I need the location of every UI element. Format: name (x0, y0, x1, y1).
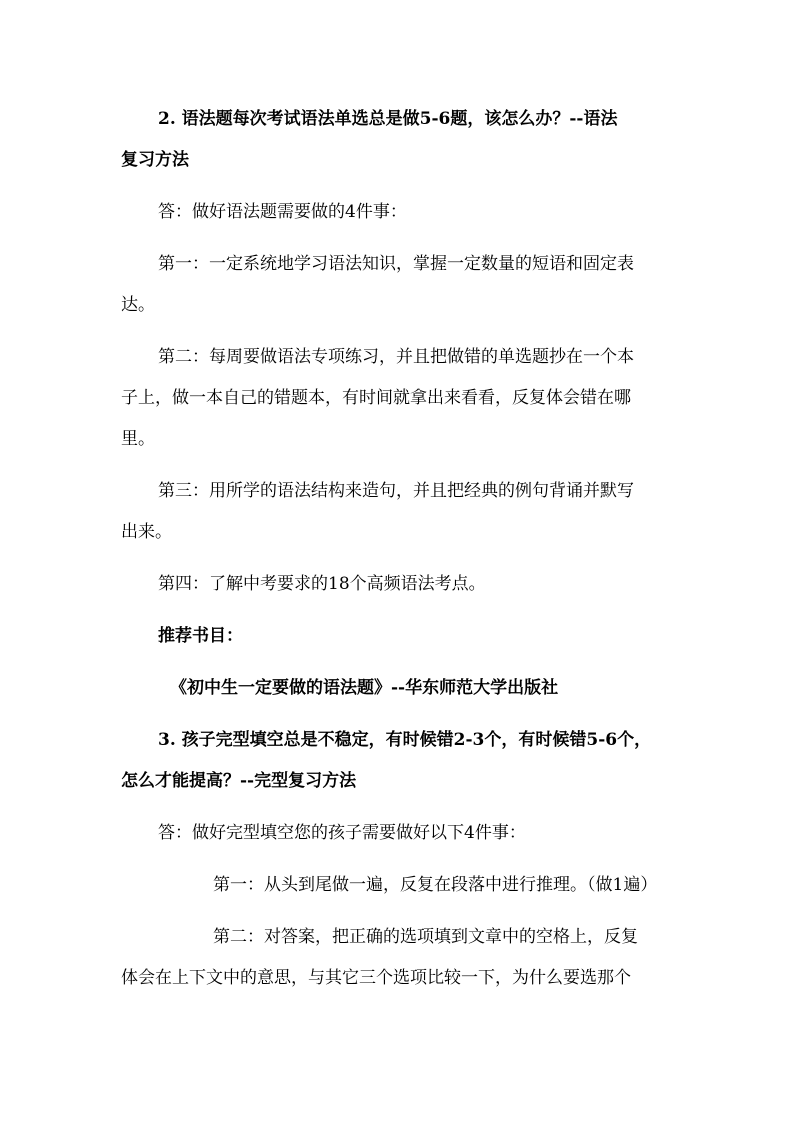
q2-item3-line1: 第三：用所学的语法结构来造句，并且把经典的例句背诵并默写 (158, 481, 634, 501)
q2-item2-line3: 里。 (121, 429, 155, 449)
q2-item2-line2: 子上，做一本自己的错题本，有时间就拿出来看看，反复体会错在哪 (121, 388, 631, 408)
q3-item2-line1: 第二：对答案，把正确的选项填到文章中的空格上，反复 (213, 927, 638, 947)
recommend-heading: 推荐书目： (158, 626, 243, 646)
q3-item1: 第一：从头到尾做一遍，反复在段落中进行推理。（做1遍） (213, 875, 658, 895)
q2-item1-line2: 达。 (121, 295, 155, 315)
q3-title-line1: 3. 孩子完型填空总是不稳定，有时候错2-3个，有时候错5-6个， (158, 730, 652, 750)
q2-item1-line1: 第一：一定系统地学习语法知识，掌握一定数量的短语和固定表 (158, 254, 634, 274)
q3-item2-line2: 体会在上下文中的意思，与其它三个选项比较一下，为什么要选那个 (121, 968, 631, 988)
q3-answer-intro: 答：做好完型填空您的孩子需要做好以下4件事： (158, 823, 526, 843)
q2-title-line1: 2. 语法题每次考试语法单选总是做5-6题，该怎么办？--语法 (158, 109, 618, 129)
q3-title-line2: 怎么才能提高？--完型复习方法 (121, 771, 357, 791)
q2-item3-line2: 出来。 (121, 522, 172, 542)
q2-answer-intro: 答：做好语法题需要做的4件事： (158, 202, 407, 222)
recommend-book: 《初中生一定要做的语法题》--华东师范大学出版社 (170, 678, 559, 698)
q2-title-line2: 复习方法 (121, 150, 189, 170)
q2-item4: 第四：了解中考要求的18个高频语法考点。 (158, 574, 486, 594)
q2-item2-line1: 第二：每周要做语法专项练习，并且把做错的单选题抄在一个本 (158, 347, 634, 367)
